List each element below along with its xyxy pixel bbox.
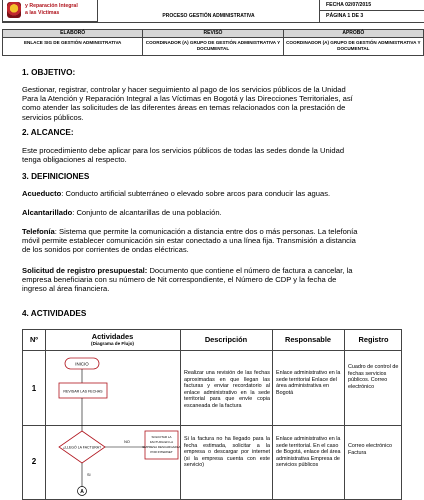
def-acueducto: [22, 189, 402, 198]
header-description: Descripción: [204, 335, 248, 344]
coat-of-arms-icon: [7, 2, 21, 18]
col-divider: [344, 330, 345, 499]
row-1-description: Realizar una revisión de las fechas aproximadas en que llegan las facturas y enviar recordatorio al enlace administrativo en la sede territorial para que envíe copia escaneada de la factura: [184, 370, 270, 409]
telefonia-term: Telefonía: [22, 227, 55, 236]
solicitud-term: Solicitud de registro presupuestal:: [22, 266, 148, 275]
alcance-line: Este procedimiento debe aplicar para los servicios públicos de todas las sedes donde la Unidad: [22, 146, 345, 155]
objetivo-line: Para la Atención y Reparación Integral a las Víctimas en Bogotá y las Direcciones Territoriales, así: [22, 94, 353, 104]
header-activities-label: Actividades: [91, 332, 134, 341]
objetivo-title: 1. OBJETIVO:: [22, 68, 76, 77]
definiciones-title: 3. DEFINICIONES: [22, 172, 90, 181]
row-1-record: Cuadro de control de fechas servicios públicos. Correo electrónico: [348, 364, 399, 390]
flowchart-row-2: [45, 425, 180, 500]
page-number: PÁGINA 1 DE 3: [326, 13, 364, 19]
alcance-line: tenga obligaciones al respecto.: [22, 155, 127, 165]
objetivo-line: servicios públicos.: [22, 112, 84, 122]
header-divider: [2, 22, 424, 23]
reviso-header: REVISÓ: [142, 30, 282, 37]
alcantarillado-term: Alcantarillado: [22, 208, 73, 217]
objetivo-text: [22, 85, 402, 122]
row-2-responsible: Enlace administrativo en la sede territorial. En el caso de Bogotá, enlace del área administrativa Empresa de servicios públicos: [276, 436, 341, 468]
objetivo-line: Gestionar, registrar, controlar y hacer seguimiento al pago de los servicios públicos de la Unidad: [22, 85, 346, 94]
flow-connector-label: A: [80, 489, 84, 495]
row-2-description: Si la factura no ha llegado para la fecha estimada, solicitar a la empresa o descargar por internet (si la empresa cuenta con este servicio): [184, 436, 270, 468]
alcantarillado-text: : Conjunto de alcantarillas de una población.: [72, 208, 222, 217]
approval-header-row: [2, 29, 424, 38]
row-1-responsible: Enlace administrativo en la sede territorial Enlace del área administrativa en Bogotá: [276, 370, 341, 396]
flow-no-label: NO: [124, 440, 130, 444]
flow-decision-label: ¿LLEGÓ LA FACTURA?: [62, 445, 102, 450]
elaboro-role: ENLACE SIG DE GESTIÓN ADMINISTRATIVA: [23, 40, 122, 45]
header-activities: [45, 330, 180, 350]
alcance-title: 2. ALCANCE:: [22, 128, 74, 137]
aprobo-role: COORDINADOR (A) GRUPO DE GESTIÓN ADMINISTRATIVA Y DOCUMENTAL: [283, 38, 423, 55]
flowchart-row-1: [45, 350, 180, 425]
elaboro-header: ELABORÓ: [60, 30, 86, 36]
def-alcantarillado: [22, 208, 402, 217]
header-responsible: Responsable: [284, 335, 331, 344]
flow-request-label: SOLICITAR LA FACTURA EN LA EMPRESA DESCARGARLA POR INTERNET: [142, 435, 181, 454]
solicitud-line: empresa beneficiaria con su número de Nit correspondiente, el Número de CDP y la fecha de: [22, 275, 337, 285]
acueducto-text: : Conducto artificial subterráneo o elevado sobre arcos para conducir las aguas.: [61, 189, 331, 198]
aprobo-header: APROBÓ: [283, 30, 423, 37]
col-divider: [272, 330, 273, 499]
logo: [2, 0, 98, 22]
activities-table: [22, 329, 402, 500]
actividades-title: 4. ACTIVIDADES: [22, 309, 87, 318]
telefonia-line: : Sistema que permite la comunicación a distancia entre dos o más personas. La telefonía: [54, 227, 358, 236]
flow-si-label: SI: [87, 473, 91, 477]
col-divider: [180, 330, 181, 499]
acueducto-term: Acueducto: [22, 189, 62, 198]
row-2-record: Correo electrónico Factura: [348, 443, 393, 456]
approval-roles-row: [2, 38, 424, 56]
row-number: 2: [31, 457, 37, 466]
process-title: PROCESO GESTIÓN ADMINISTRATIVA: [98, 0, 320, 22]
telefonia-line: de los sonidos por corrientes de ondas eléctricas.: [22, 245, 189, 255]
def-telefonia: [22, 227, 402, 255]
row-number: 1: [31, 384, 37, 393]
flow-start-label: INICIO: [75, 361, 89, 367]
objetivo-line: como atender las solicitudes de las diferentes áreas en temas relacionados con la prestación de: [22, 103, 346, 113]
reviso-role: COORDINADOR (A) GRUPO DE GESTIÓN ADMINISTRATIVA Y DOCUMENTAL: [142, 38, 282, 55]
alcance-text: [22, 146, 402, 164]
header-number: Nº: [29, 335, 39, 344]
logo-line-2: a las Víctimas: [25, 10, 60, 16]
header-record: Registro: [358, 335, 389, 344]
solicitud-line: ingreso al área financiera.: [22, 284, 110, 294]
def-solicitud: [22, 266, 402, 294]
date-field: FECHA 02/07/2015: [320, 0, 424, 11]
flow-step-label: REVISAR LAS FECHAS: [63, 389, 103, 394]
logo-line-1: y Reparación Integral: [25, 3, 78, 9]
header-activities-sub: (Diagrama de Flujo): [91, 341, 134, 346]
telefonia-line: móvil permite establecer comunicación sin estar conectado a una línea fija. Transmisión a distancia: [22, 236, 356, 246]
solicitud-line: Documento que contiene el número de factura a cancelar, la: [147, 266, 353, 275]
